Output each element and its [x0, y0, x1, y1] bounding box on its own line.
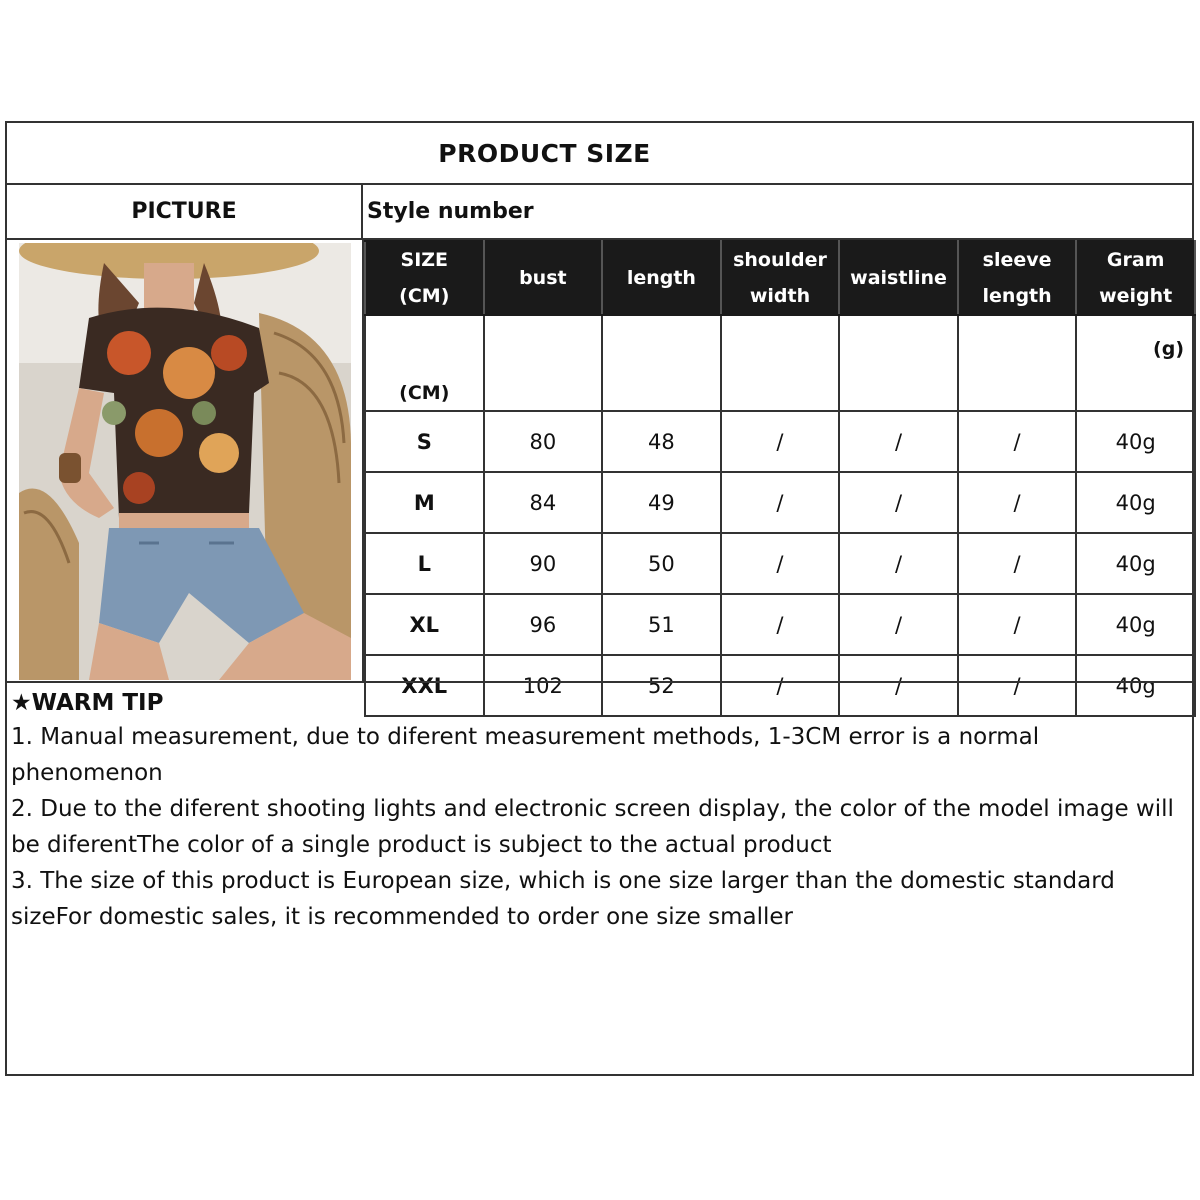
- column-header: [721, 241, 840, 315]
- title-row: [7, 123, 1192, 185]
- table-row: [365, 472, 1195, 533]
- table-cell: /: [958, 533, 1077, 594]
- tip-line: 1. Manual measurement, due to diferent measurement methods, 1-3CM error is a normal phenomenon: [11, 724, 1040, 786]
- column-header-text: sleeve: [982, 249, 1052, 271]
- table-cell: /: [958, 594, 1077, 655]
- column-header: [602, 241, 721, 315]
- column-header: [839, 241, 958, 315]
- column-header-text: (CM): [399, 285, 450, 307]
- table-cell: /: [839, 411, 958, 472]
- table-cell: 96: [484, 594, 603, 655]
- table-cell: /: [721, 533, 840, 594]
- unit-row: [365, 315, 1195, 411]
- table-cell: /: [839, 594, 958, 655]
- table-row: [365, 533, 1195, 594]
- table-cell: 51: [602, 594, 721, 655]
- label-row: [7, 185, 1192, 240]
- table-cell: 102: [484, 655, 603, 716]
- table-cell: /: [958, 655, 1077, 716]
- size-cell: XL: [365, 594, 484, 655]
- table-row: [365, 411, 1195, 472]
- size-cell: S: [365, 411, 484, 472]
- column-header-text: width: [749, 285, 811, 307]
- table-cell: 40g: [1076, 533, 1195, 594]
- style-number-label: Style number: [367, 199, 534, 224]
- table-cell: [721, 315, 840, 411]
- unit-g: (g): [1076, 315, 1195, 411]
- size-chart-frame: [5, 121, 1194, 1076]
- table-cell: 49: [602, 472, 721, 533]
- column-header-text: length: [982, 285, 1052, 307]
- table-cell: 40g: [1076, 594, 1195, 655]
- size-cell: L: [365, 533, 484, 594]
- table-cell: /: [839, 472, 958, 533]
- table-cell: /: [721, 655, 840, 716]
- column-header-text: SIZE: [400, 249, 449, 271]
- product-photo: [19, 243, 351, 680]
- unit-cm: (CM): [365, 315, 484, 411]
- table-cell: 52: [602, 655, 721, 716]
- column-header-text: weight: [1099, 285, 1173, 307]
- column-header: [958, 241, 1077, 315]
- column-header-text: Gram: [1106, 249, 1165, 271]
- table-cell: [484, 315, 603, 411]
- size-table-area: [362, 240, 1194, 698]
- size-cell: XXL: [365, 655, 484, 716]
- size-cell: M: [365, 472, 484, 533]
- warm-tip-title: ★WARM TIP: [11, 690, 164, 716]
- warm-tip-section: [7, 681, 1192, 935]
- table-header-row: [365, 241, 1195, 315]
- table-cell: /: [721, 594, 840, 655]
- column-header: [365, 241, 484, 315]
- table-cell: [602, 315, 721, 411]
- table-cell: /: [721, 472, 840, 533]
- table-cell: 40g: [1076, 411, 1195, 472]
- picture-label: PICTURE: [7, 185, 363, 238]
- tip-line: 2. Due to the diferent shooting lights and electronic screen display, the color of the model image will be diferentThe color of a single product is subject to the actual product: [11, 796, 1174, 858]
- table-cell: /: [958, 472, 1077, 533]
- column-header-text: length: [626, 267, 696, 289]
- table-cell: 80: [484, 411, 603, 472]
- table-cell: [839, 315, 958, 411]
- table-cell: 40g: [1076, 655, 1195, 716]
- table-cell: 50: [602, 533, 721, 594]
- tip-line: 3. The size of this product is European size, which is one size larger than the domestic standard sizeFor domestic sales, it is recommended to order one size smaller: [11, 868, 1115, 930]
- column-header-text: shoulder: [733, 249, 827, 271]
- table-cell: /: [839, 655, 958, 716]
- page-title: PRODUCT SIZE: [438, 138, 651, 168]
- size-table: [364, 240, 1196, 717]
- table-cell: 48: [602, 411, 721, 472]
- column-header: [1076, 241, 1195, 315]
- column-header-text: waistline: [850, 267, 947, 289]
- table-cell: /: [958, 411, 1077, 472]
- column-header: [484, 241, 603, 315]
- table-cell: 40g: [1076, 472, 1195, 533]
- table-cell: [958, 315, 1077, 411]
- table-cell: 84: [484, 472, 603, 533]
- column-header-text: bust: [519, 267, 567, 289]
- table-row: [365, 594, 1195, 655]
- table-cell: /: [839, 533, 958, 594]
- table-cell: 90: [484, 533, 603, 594]
- table-cell: /: [721, 411, 840, 472]
